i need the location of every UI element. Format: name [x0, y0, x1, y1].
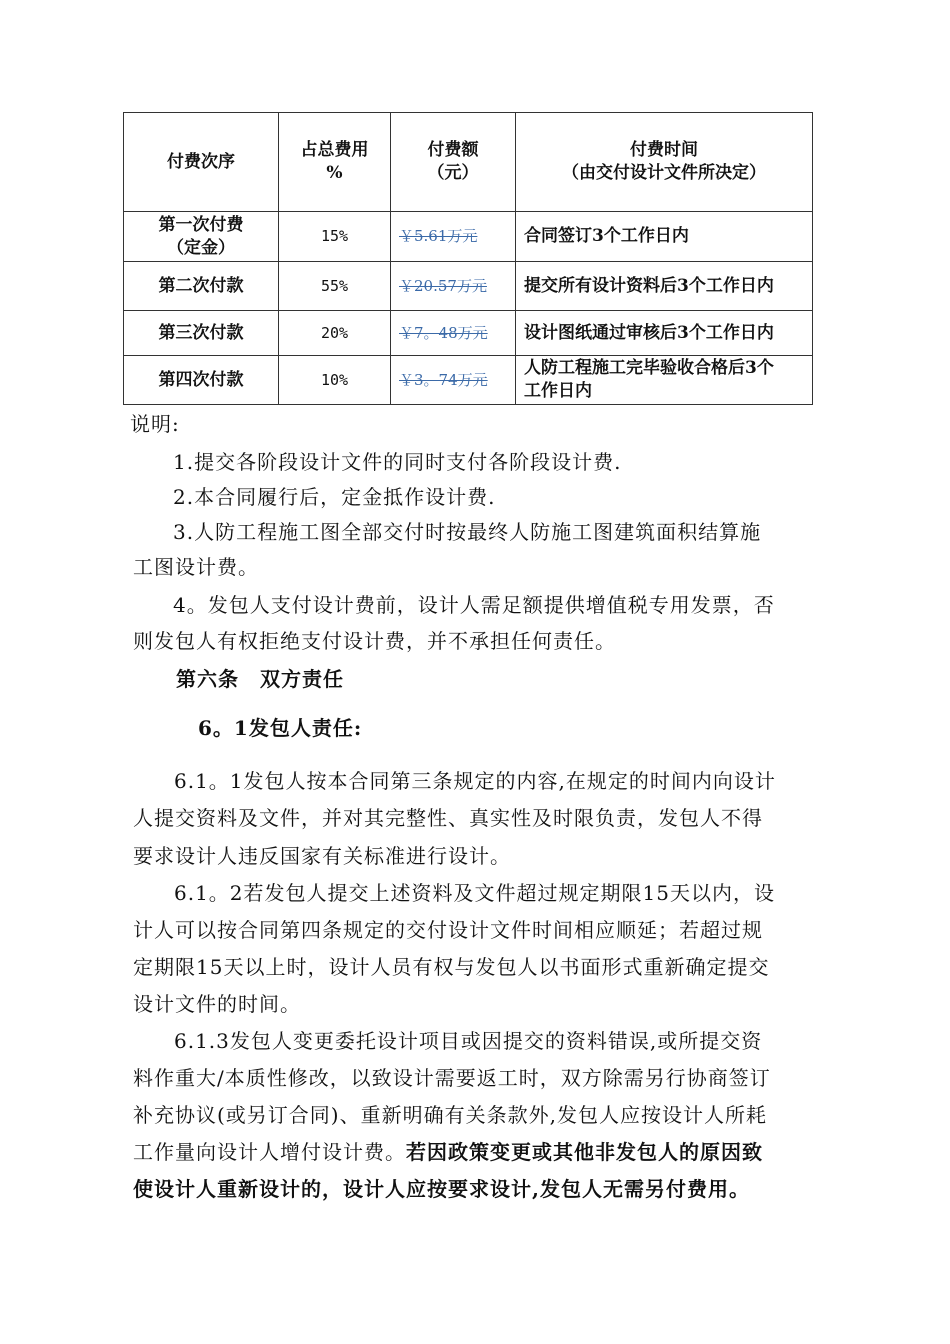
table-row	[124, 262, 813, 311]
row-percent: 15%	[279, 212, 391, 262]
section-heading: 6。1发包人责任:	[198, 716, 363, 740]
row-percent: 10%	[279, 356, 391, 405]
row-time: 人防工程施工完毕验收合格后3个 工作日内	[516, 356, 813, 405]
row-amount: ￥3。74万元	[391, 356, 516, 405]
normal-text: 工作量向设计人增付设计费。	[133, 1140, 406, 1164]
note-item: 2.本合同履行后，定金抵作设计费.	[173, 485, 496, 509]
paragraph-line: 补充协议(或另订合同)、重新明确有关条款外,发包人应按设计人所耗	[133, 1103, 767, 1127]
row-percent: 55%	[279, 262, 391, 311]
paragraph-line: 使设计人重新设计的，设计人应按要求设计,发包人无需另付费用。	[133, 1177, 750, 1201]
table-header-row	[124, 113, 813, 212]
paragraph-line: 计人可以按合同第四条规定的交付设计文件时间相应顺延；若超过规	[133, 918, 763, 942]
row-order: 第三次付款	[124, 311, 279, 356]
paragraph-line: 设计文件的时间。	[133, 992, 301, 1016]
table-row	[124, 356, 813, 405]
row-amount: ￥5.61万元	[391, 212, 516, 262]
note-item: 3.人防工程施工图全部交付时按最终人防施工图建筑面积结算施	[173, 520, 762, 544]
header-percent: 占总费用 %	[279, 113, 391, 212]
notes-label: 说明:	[130, 412, 180, 436]
row-order: 第四次付款	[124, 356, 279, 405]
header-order: 付费次序	[124, 113, 279, 212]
header-amount: 付费额 （元）	[391, 113, 516, 212]
row-time: 合同签订3个工作日内	[516, 212, 813, 262]
table-row	[124, 212, 813, 262]
table-row	[124, 311, 813, 356]
article-title: 第六条 双方责任	[176, 667, 344, 691]
note-item: 1.提交各阶段设计文件的同时支付各阶段设计费.	[173, 450, 622, 474]
note-item: 工图设计费。	[133, 555, 259, 579]
row-percent: 20%	[279, 311, 391, 356]
row-amount: ￥20.57万元	[391, 262, 516, 311]
paragraph-line: 料作重大/本质性修改，以致设计需要返工时，双方除需另行协商签订	[133, 1066, 771, 1090]
paragraph-line	[133, 1136, 763, 1165]
row-time: 设计图纸通过审核后3个工作日内	[516, 311, 813, 356]
paragraph-line: 6.1。1发包人按本合同第三条规定的内容,在规定的时间内向设计	[174, 769, 776, 793]
paragraph-line: 人提交资料及文件，并对其完整性、真实性及时限负责，发包人不得	[133, 806, 763, 830]
paragraph-line: 6.1。2若发包人提交上述资料及文件超过规定期限15天以内，设	[174, 881, 775, 905]
row-time: 提交所有设计资料后3个工作日内	[516, 262, 813, 311]
payment-table	[123, 112, 813, 405]
bold-text: 若因政策变更或其他非发包人的原因致	[406, 1140, 763, 1164]
row-order: 第二次付款	[124, 262, 279, 311]
row-amount: ￥7。48万元	[391, 311, 516, 356]
paragraph-line: 定期限15天以上时，设计人员有权与发包人以书面形式重新确定提交	[133, 955, 770, 979]
paragraph-line: 6.1.3发包人变更委托设计项目或因提交的资料错误,或所提交资	[174, 1029, 763, 1053]
note-item: 则发包人有权拒绝支付设计费，并不承担任何责任。	[133, 629, 616, 653]
paragraph-line: 要求设计人违反国家有关标准进行设计。	[133, 844, 511, 868]
row-order: 第一次付费 （定金）	[124, 212, 279, 262]
note-item: 4。发包人支付设计费前，设计人需足额提供增值税专用发票，否	[173, 593, 775, 617]
header-time: 付费时间 （由交付设计文件所决定）	[516, 113, 813, 212]
